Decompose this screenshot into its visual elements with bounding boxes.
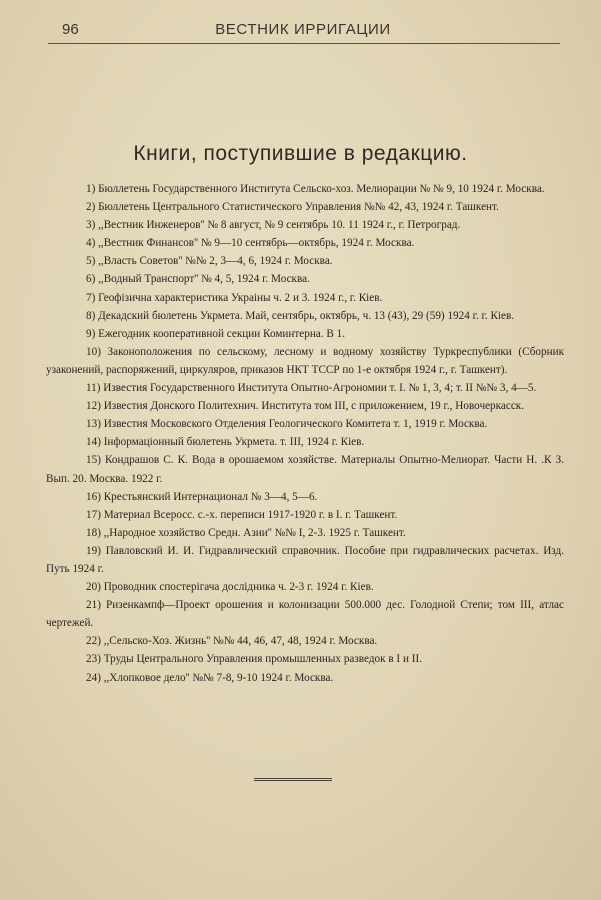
list-item: 8) Декадский бюлетень Укрмета. Май, сентябрь, октябрь, ч. 13 (43), 29 (59) 1924 г. г. Кіев. bbox=[86, 309, 515, 322]
page-number: 96 bbox=[62, 21, 79, 38]
list-item: 14) Інформаціонный бюлетень Укрмета. т. III, 1924 г. Кіев. bbox=[86, 436, 365, 449]
list-item: 23) Труды Центрального Управления промышленных разведок в I и II. bbox=[86, 653, 422, 666]
list-item: 4) ,,Вестник Финансов'' № 9—10 сентябрь—октябрь, 1924 г. Москва. bbox=[86, 237, 415, 250]
list-item: 15) Кондрашов С. К. Вода в орошаемом хозяйстве. Материалы Опытно-Мелиорат. Части Н. .К З. Вып. 20. Москва. 1922 г. bbox=[46, 454, 564, 485]
journal-title: ВЕСТНИК ИРРИГАЦИИ bbox=[215, 21, 391, 38]
section-title: Книги, поступившие в редакцию. bbox=[133, 142, 468, 165]
list-item: 11) Известия Государственного Института Опытно-Агрономии т. I. № 1, 3, 4; т. II №№ 3, 4—5. bbox=[86, 382, 537, 395]
list-item: 9) Ежегодник кооперативной секции Коминтерна. В 1. bbox=[86, 327, 346, 340]
list-item: 1) Бюллетень Государственного Института Сельско-хоз. Мелиорации № № 9, 10 1924 г. Москва. bbox=[86, 183, 545, 195]
list-item: 7) Геофізична характеристика Украіны ч. 2 и 3. 1924 г., г. Кіев. bbox=[86, 291, 383, 304]
list-item: 5) ,,Власть Советов'' №№ 2, 3—4, 6, 1924 г. Москва. bbox=[86, 255, 333, 268]
list-item: 18) ,,Народное хозяйство Средн. Азии'' №№ I, 2-3. 1925 г. Ташкент. bbox=[86, 526, 406, 539]
list-item: 2) Бюллетень Центрального Статистического Управления №№ 42, 43, 1924 г. Ташкент. bbox=[86, 201, 499, 214]
end-divider bbox=[254, 778, 332, 781]
header-rule bbox=[48, 43, 560, 44]
list-item: 22) ,,Сельско-Хоз. Жизнь'' №№ 44, 46, 47, 48, 1924 г. Москва. bbox=[86, 635, 378, 648]
list-item: 19) Павловский И. И. Гидравлический справочник. Пособие при гидравлических расчетах. Изд. Путь 1924 г. bbox=[46, 544, 564, 575]
list-item: 3) ,,Вестник Инженеров'' № 8 август, № 9 сентябрь 10. 11 1924 г., г. Петроград. bbox=[86, 219, 461, 232]
list-item: 24) ,,Хлопковое дело'' №№ 7-8, 9-10 1924 г. Москва. bbox=[86, 671, 334, 684]
books-list bbox=[46, 180, 564, 687]
list-item: 16) Крестьянский Интернационал № 3—4, 5—6. bbox=[86, 490, 318, 503]
list-item: 21) Ризенкампф—Проект орошения и колонизации 500.000 дес. Голодной Степи; том III, атлас чертежей. bbox=[46, 599, 564, 630]
list-item: 6) ,,Водный Транспорт'' № 4, 5, 1924 г. Москва. bbox=[86, 273, 310, 286]
page-header bbox=[48, 18, 560, 44]
list-item: 12) Известия Донского Политехнич. Института том III, с приложением, 19 г., Новочеркасск. bbox=[86, 400, 525, 413]
list-item: 13) Известия Московского Отделения Геологического Комитета т. 1, 1919 г. Москва. bbox=[86, 418, 488, 431]
list-item: 20) Проводник спостерігача дослідника ч. 2-3 г. 1924 г. Кіев. bbox=[86, 581, 374, 594]
list-item: 10) Законоположения по сельскому, лесному и водному хозяйству Туркреспублики (Сборник узаконений, распоряжений, циркуляров, приказов НКТ ТССР по 1-е октября 1924 г., г. Ташкент). bbox=[46, 345, 564, 376]
list-item: 17) Материал Всеросс. с.-х. переписи 1917-1920 г. в I. г. Ташкент. bbox=[86, 508, 398, 521]
